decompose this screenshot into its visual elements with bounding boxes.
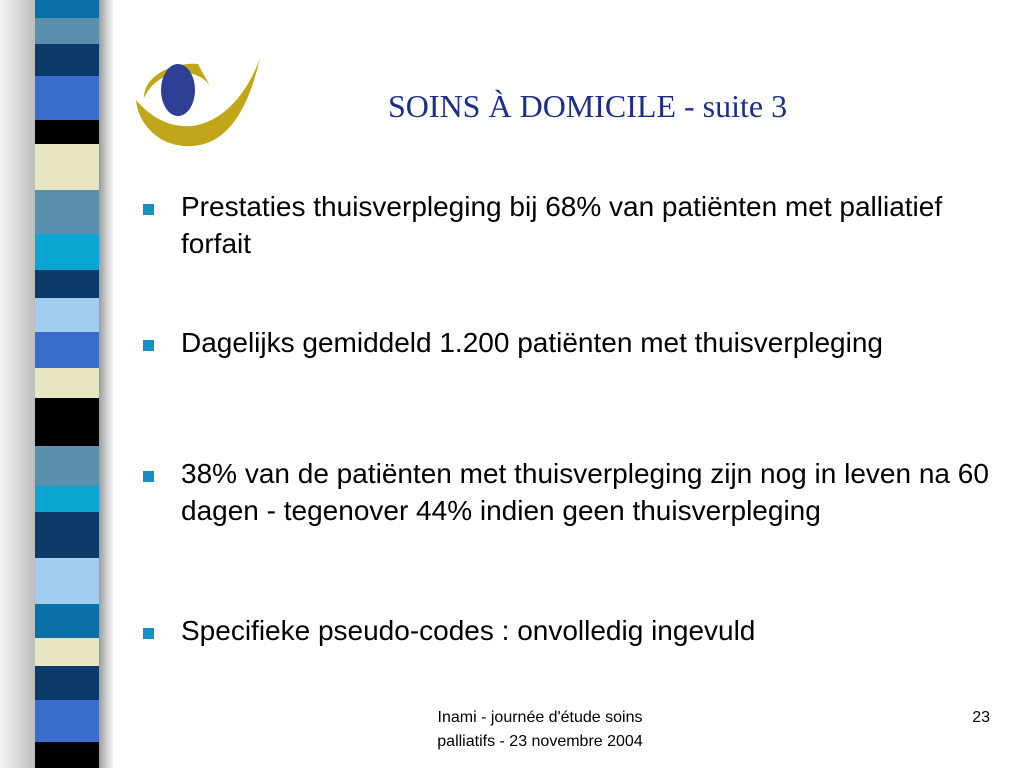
stripe-segment (35, 486, 99, 512)
logo-pupil (161, 64, 195, 116)
stripe-drop-shadow (99, 0, 113, 768)
stripe-segment (35, 638, 99, 666)
stripe-segment (35, 512, 99, 558)
square-bullet-icon (143, 204, 154, 215)
square-bullet-icon (143, 340, 154, 351)
bullet-text: Dagelijks gemiddeld 1.200 patiënten met thuisverpleging (181, 327, 883, 358)
stripe-segment (35, 190, 99, 234)
inami-logo-icon (132, 52, 266, 152)
stripe-segment (35, 398, 99, 446)
bullet-text: Specifieke pseudo-codes : onvolledig ingevuld (181, 615, 756, 646)
page-number: 23 (972, 709, 990, 726)
stripe-segment (35, 120, 99, 144)
decorative-stripe-strip (35, 0, 99, 768)
footer-line-1: Inami - journée d'étude soins (437, 709, 643, 726)
stripe-segment (35, 700, 99, 742)
side-shadow-band (0, 0, 40, 768)
stripe-segment (35, 298, 99, 332)
stripe-segment (35, 44, 99, 76)
footer-line-2: palliatifs - 23 novembre 2004 (437, 733, 643, 750)
square-bullet-icon (143, 471, 154, 482)
bullet-text: Prestaties thuisverpleging bij 68% van patiënten met palliatief forfait (181, 191, 943, 259)
slide-title: SOINS À DOMICILE - suite 3 (388, 88, 788, 124)
stripe-segment (35, 666, 99, 700)
stripe-segment (35, 0, 99, 18)
stripe-segment (35, 76, 99, 120)
stripe-segment (35, 604, 99, 638)
stripe-segment (35, 270, 99, 298)
stripe-segment (35, 558, 99, 604)
bullet-text: 38% van de patiënten met thuisverpleging zijn nog in leven na 60 dagen - tegenover 44% indien geen thuisverpleging (181, 458, 989, 526)
stripe-segment (35, 742, 99, 768)
stripe-segment (35, 144, 99, 190)
stripe-segment (35, 368, 99, 398)
stripe-segment (35, 18, 99, 44)
footer-caption (420, 706, 660, 754)
stripe-segment (35, 332, 99, 368)
stripe-segment (35, 446, 99, 486)
stripe-segment (35, 234, 99, 270)
square-bullet-icon (143, 628, 154, 639)
